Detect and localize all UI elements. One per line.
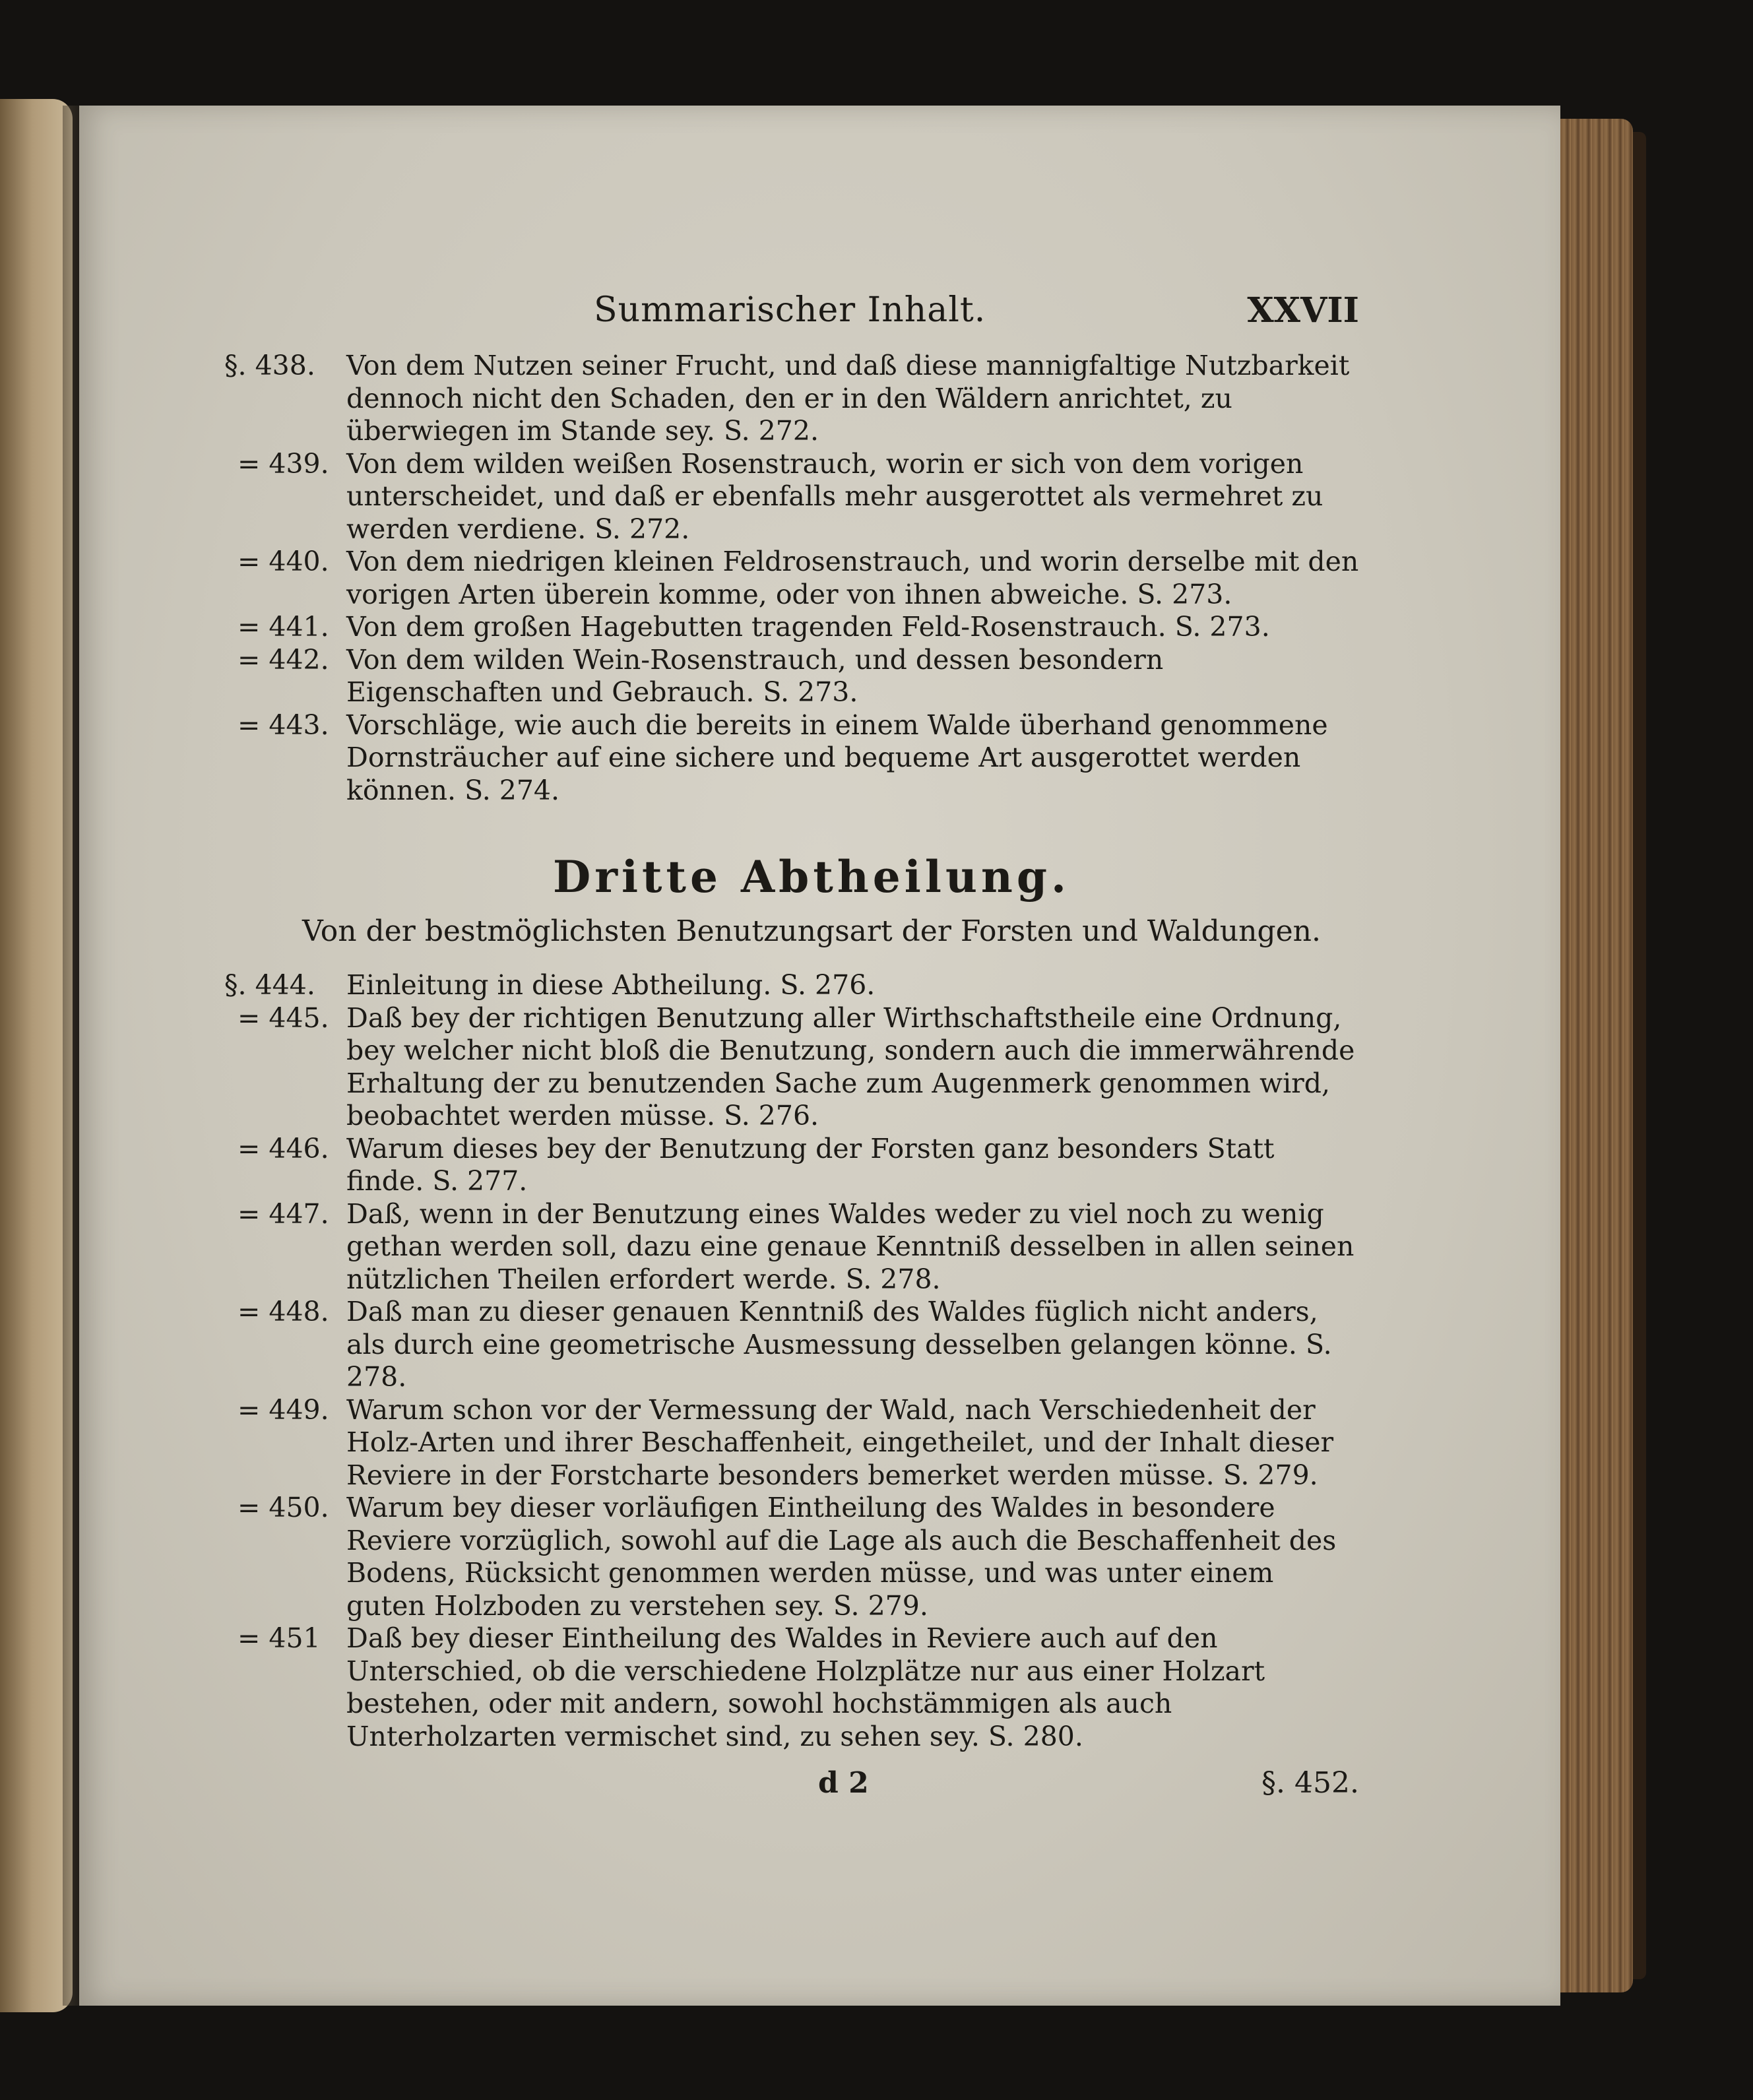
entry-number: = 442.	[238, 643, 329, 676]
toc-entry	[224, 969, 1359, 1002]
entry-text: Von dem niedrigen kleinen Feldrosenstrauch, und worin derselbe mit den vorigen Arten überein komme, oder von ihnen abweiche. S. 273.	[346, 546, 1359, 610]
entry-text: Von dem wilden Wein-Rosenstrauch, und dessen besondern Eigenschaften und Gebrauch. S. 273.	[346, 643, 1164, 708]
book-fore-edge	[1560, 119, 1633, 1992]
entry-number: = 439.	[238, 447, 329, 480]
toc-entry	[224, 546, 1359, 611]
entry-number: = 449.	[238, 1393, 329, 1426]
toc-entry	[224, 1622, 1359, 1753]
entry-text: Warum dieses bey der Benutzung der Forsten ganz besonders Statt finde. S. 277.	[346, 1132, 1275, 1197]
toc-entry	[224, 611, 1359, 644]
toc-entry	[224, 644, 1359, 709]
left-page-edge	[0, 99, 73, 2012]
entry-text: Von dem wilden weißen Rosenstrauch, worin er sich von dem vorigen unterscheidet, und daß er ebenfalls mehr ausgerottet als vermehret zu werden verdiene. S. 272.	[346, 447, 1323, 545]
running-title: Summarischer Inhalt.	[594, 290, 986, 330]
entry-list-bottom	[224, 969, 1359, 1753]
entry-number: = 450.	[238, 1492, 329, 1523]
toc-entry	[224, 1002, 1359, 1133]
catchword: §. 452.	[1261, 1766, 1359, 1800]
section-title: Dritte Abtheilung.	[552, 851, 1071, 903]
toc-entry	[224, 1296, 1359, 1394]
entry-text: Daß bey der richtigen Benutzung aller Wirthschaftstheile eine Ordnung, bey welcher nicht bloß die Benutzung, sondern auch die immerwährende Erhaltung der zu benutzenden Sache zum Augenmerk genommen wird, beobachtet werden müsse. S. 276.	[346, 1002, 1355, 1131]
toc-entry	[224, 350, 1359, 448]
entry-text: Warum bey dieser vorläufigen Eintheilung des Waldes in besondere Reviere vorzüglich, sowohl auf die Lage als auch die Beschaffenheit des Bodens, Rücksicht genommen werden müsse, und was unter einem guten Holzboden zu verstehen sey. S. 279.	[346, 1492, 1337, 1622]
page-footer	[224, 1766, 1359, 1819]
entry-number: = 446.	[238, 1132, 329, 1164]
entry-list-top	[224, 350, 1359, 807]
book-cover-edge	[1633, 132, 1646, 1979]
entry-number: = 447.	[238, 1197, 329, 1230]
entry-text: Von dem großen Hagebutten tragenden Feld-Rosenstrauch. S. 273.	[346, 611, 1270, 643]
section-subtitle: Von der bestmöglichsten Benutzungsart der Forsten und Waldungen.	[302, 914, 1322, 948]
entry-number: = 440.	[238, 546, 329, 577]
entry-text: Warum schon vor der Vermessung der Wald, nach Verschiedenheit der Holz-Arten und ihrer Beschaffenheit, eingetheilet, und der Inhalt dieser Reviere in der Forstcharte besonders bemerket werden müsse. S. 279.	[346, 1393, 1334, 1491]
toc-entry	[224, 448, 1359, 546]
entry-number: = 443.	[238, 709, 329, 741]
signature-mark: d 2	[818, 1766, 869, 1800]
running-header	[224, 290, 1359, 350]
page-text-block	[224, 290, 1359, 1819]
toc-entry	[224, 1198, 1359, 1296]
page-folio: XXVII	[1247, 290, 1359, 331]
entry-text: Einleitung in diese Abtheilung. S. 276.	[346, 969, 876, 1001]
entry-text: Vorschläge, wie auch die bereits in einem Walde überhand genommene Dornsträucher auf eine sichere und bequeme Art ausgerottet werden können. S. 274.	[346, 709, 1328, 806]
entry-number: = 448.	[238, 1296, 329, 1327]
toc-entry	[224, 709, 1359, 808]
entry-text: Daß, wenn in der Benutzung eines Waldes weder zu viel noch zu wenig gethan werden soll, dazu eine genaue Kenntniß desselben in allen seinen nützlichen Theilen erfordert werde. S. 278.	[346, 1197, 1355, 1295]
entry-number: = 445.	[238, 1002, 329, 1034]
entry-text: Daß bey dieser Eintheilung des Waldes in Reviere auch auf den Unterschied, ob die verschiedene Holzplätze nur aus einer Holzart bestehen, oder mit andern, sowohl hochstämmigen als auch Unterholzarten vermischet sind, zu sehen sey. S. 280.	[346, 1622, 1265, 1752]
entry-text: Von dem Nutzen seiner Frucht, und daß diese mannigfaltige Nutzbarkeit dennoch nicht den Schaden, den er in den Wäldern anrichtet, zu überwiegen im Stande sey. S. 272.	[346, 350, 1350, 447]
toc-entry	[224, 1492, 1359, 1622]
entry-number: = 451	[238, 1622, 321, 1654]
toc-entry	[224, 1394, 1359, 1492]
entry-number: §. 444.	[224, 969, 315, 1001]
entry-text: Daß man zu dieser genauen Kenntniß des Waldes füglich nicht anders, als durch eine geometrische Ausmessung desselben gelangen könne. S. 278.	[346, 1296, 1332, 1393]
toc-entry	[224, 1133, 1359, 1198]
entry-number: = 441.	[238, 611, 329, 643]
entry-number: §. 438.	[224, 350, 315, 381]
